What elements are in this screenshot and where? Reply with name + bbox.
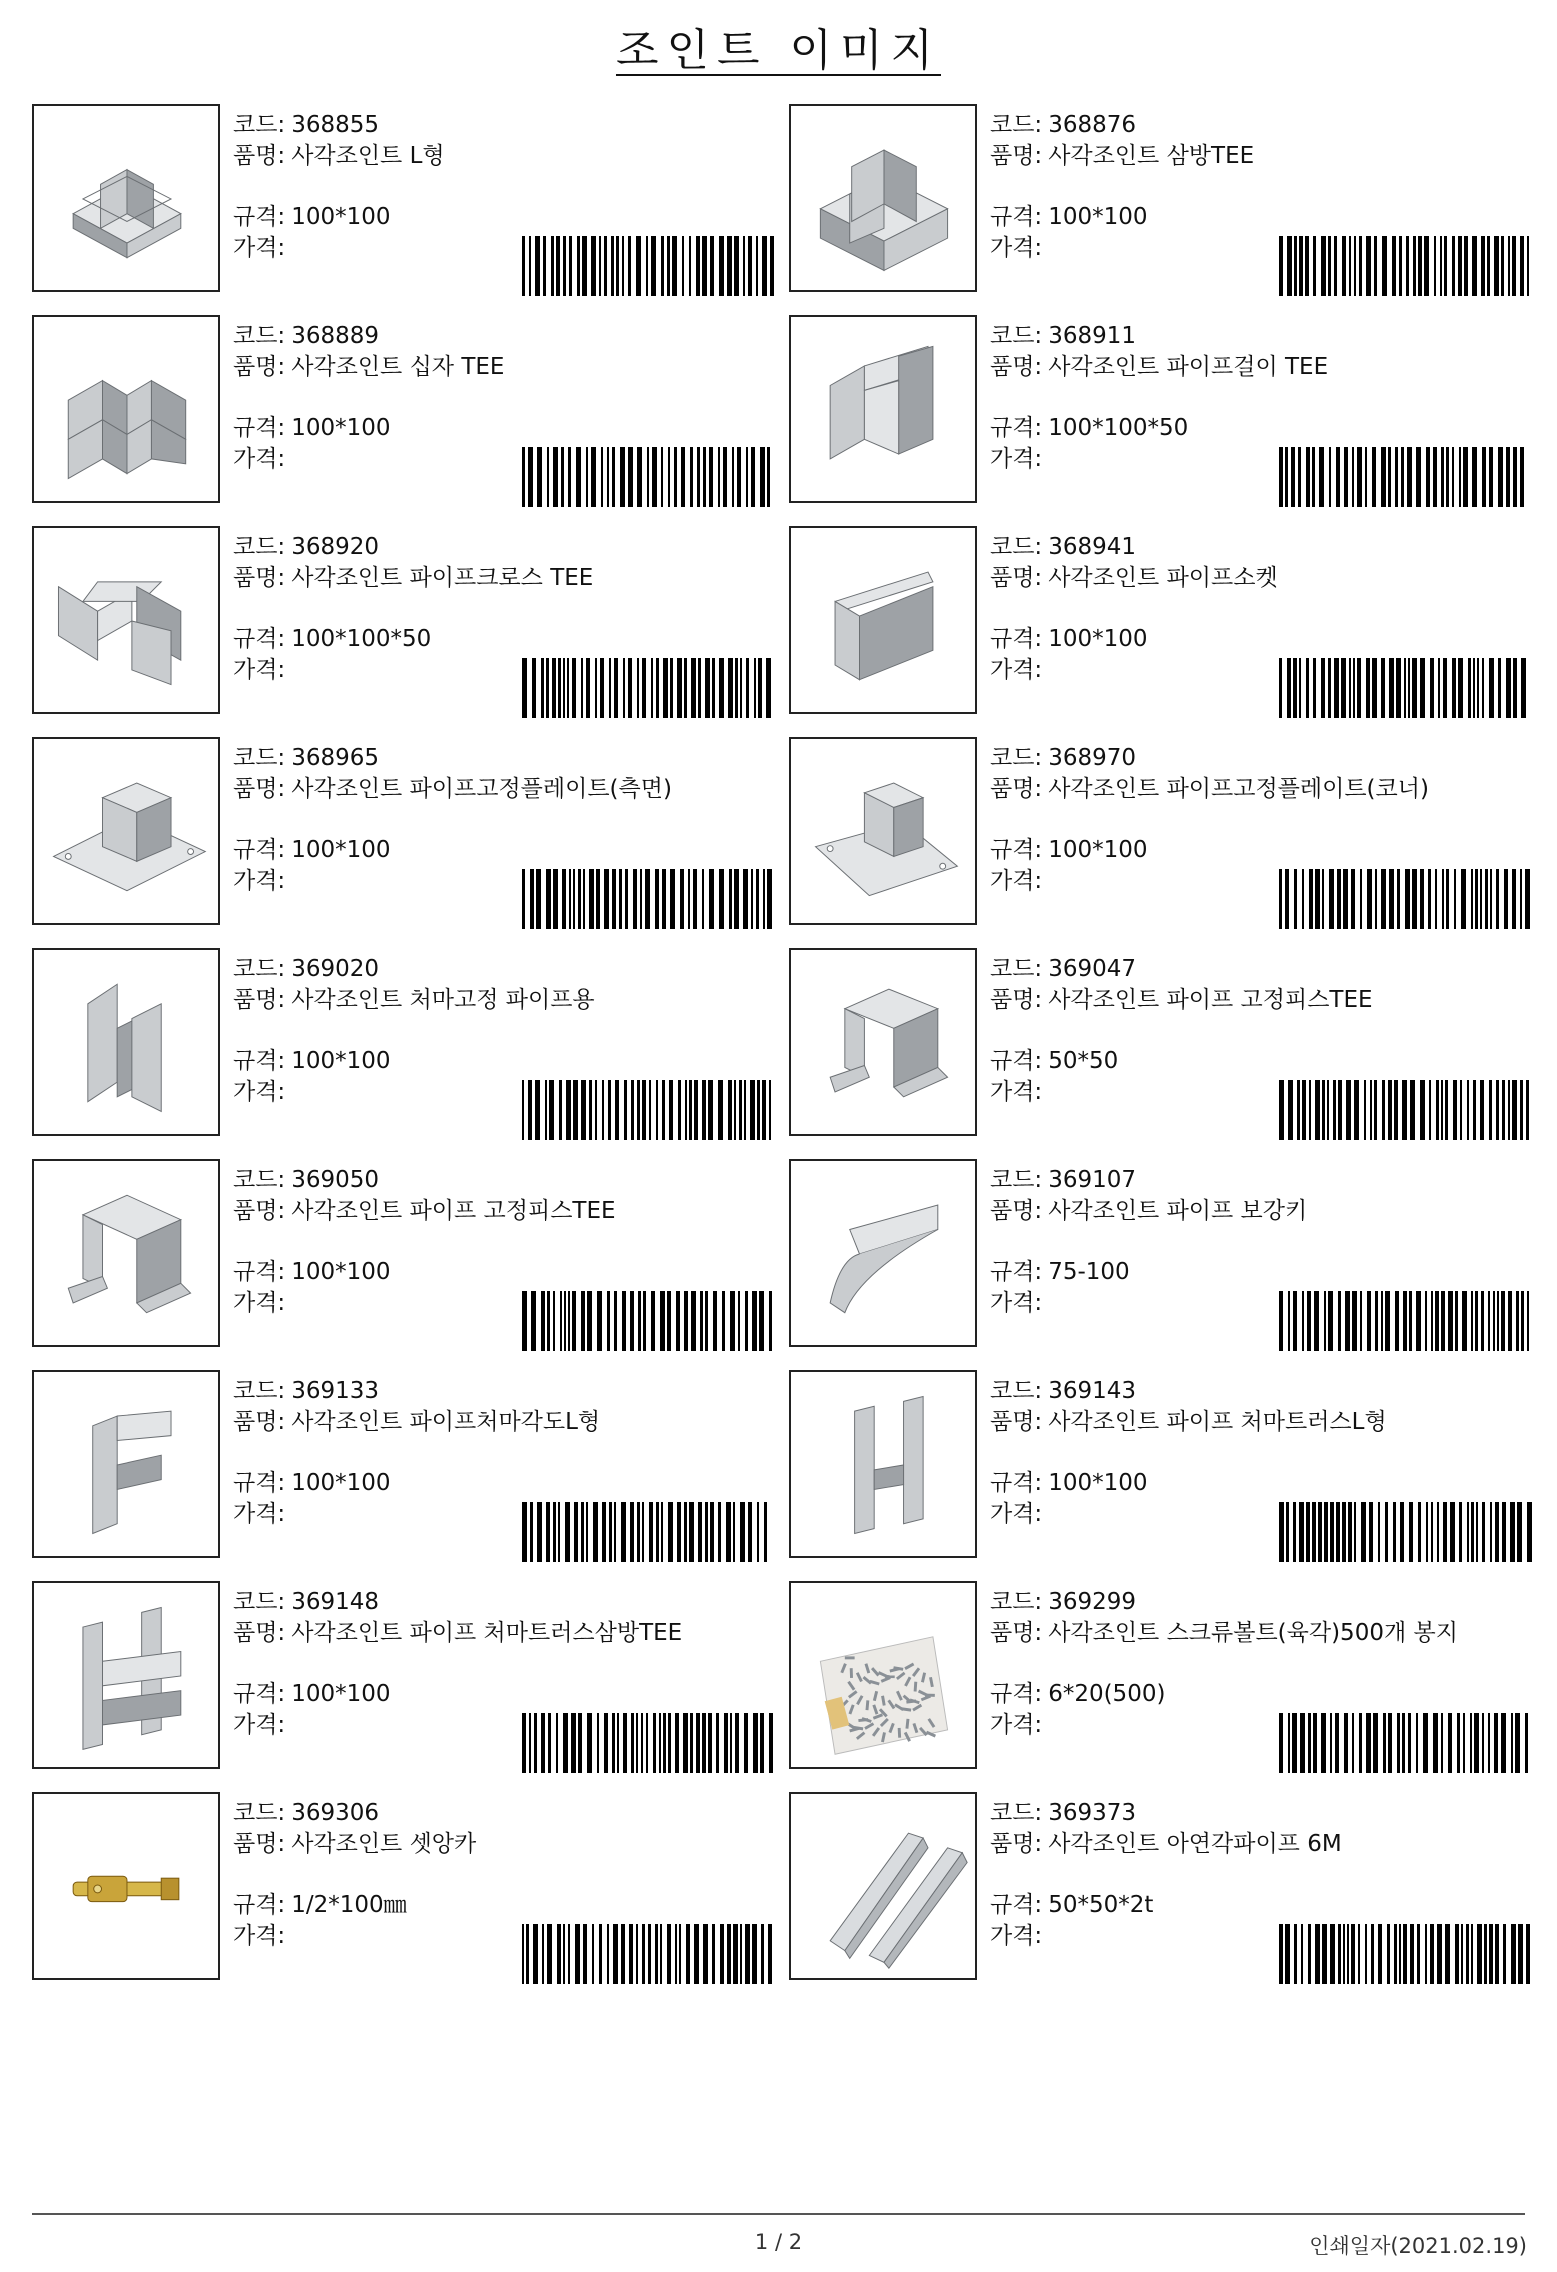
item-spec: 100*100 [291,837,391,863]
name-label: 품명: [990,1831,1043,1857]
item-spec: 100*100 [1048,626,1148,652]
barcode [522,1713,777,1773]
barcode [522,658,777,718]
barcode [522,447,777,507]
name-label: 품명: [990,1620,1043,1646]
pipe-hanger-icon [791,317,975,501]
item-spec: 75-100 [1048,1259,1130,1285]
barcode [1279,1502,1534,1562]
barcode [522,869,777,929]
name-label: 품명: [990,1409,1043,1435]
eave-fixing-icon [34,950,218,1134]
fixing-piece-icon [34,1161,218,1345]
item-code: 369148 [291,1589,379,1615]
square-pipe-icon [791,1794,975,1978]
name-label: 품명: [990,565,1043,591]
name-label: 품명: [233,1620,286,1646]
page-number: 1 / 2 [754,2230,803,2254]
product-image [32,315,220,503]
product-image [789,948,977,1136]
item-name: 사각조인트 파이프 고정피스TEE [291,1198,616,1224]
spec-label: 규격: [233,1048,286,1074]
item-card [789,315,1539,507]
barcode [1279,1080,1534,1140]
price-label: 가격: [990,1712,1043,1738]
item-code: 369133 [291,1378,379,1404]
barcode [522,1502,777,1562]
product-image [32,1159,220,1347]
item-card [32,737,782,929]
code-label: 코드: [233,1589,286,1615]
item-name: 사각조인트 L형 [291,143,445,169]
name-label: 품명: [233,143,286,169]
item-code: 369306 [291,1800,379,1826]
item-name: 사각조인트 파이프 고정피스TEE [1048,987,1373,1013]
spec-label: 규격: [233,626,286,652]
spec-label: 규격: [990,1681,1043,1707]
item-card [789,1159,1539,1351]
code-label: 코드: [990,323,1043,349]
item-name: 사각조인트 파이프 보강키 [1048,1198,1308,1224]
name-label: 품명: [233,354,286,380]
item-card [789,948,1539,1140]
item-code: 368941 [1048,534,1136,560]
fixing-plate-corner-icon [791,739,975,923]
barcode [1279,658,1534,718]
reinforcement-key-icon [791,1161,975,1345]
item-code: 369050 [291,1167,379,1193]
eave-truss-tee-icon [34,1583,218,1767]
spec-label: 규격: [233,1681,286,1707]
barcode [522,1080,777,1140]
code-label: 코드: [233,956,286,982]
price-label: 가격: [233,1079,286,1105]
item-spec: 100*100 [291,1048,391,1074]
item-spec: 6*20(500) [1048,1681,1166,1707]
item-name: 사각조인트 파이프고정플레이트(코너) [1048,776,1429,802]
name-label: 품명: [233,1198,286,1224]
item-card [789,737,1539,929]
item-name: 사각조인트 파이프 처마트러스L형 [1048,1409,1387,1435]
item-name: 사각조인트 파이프 처마트러스삼방TEE [291,1620,683,1646]
product-image [32,1370,220,1558]
product-image [789,315,977,503]
item-card [32,526,782,718]
spec-label: 규격: [233,1259,286,1285]
item-name: 사각조인트 파이프처마각도L형 [291,1409,601,1435]
item-code: 368970 [1048,745,1136,771]
item-spec: 1/2*100㎜ [291,1892,407,1918]
name-label: 품명: [990,143,1043,169]
price-label: 가격: [233,1290,286,1316]
item-spec: 100*100*50 [1048,415,1189,441]
item-name: 사각조인트 파이프걸이 TEE [1048,354,1329,380]
item-name: 사각조인트 파이프고정플레이트(측면) [291,776,672,802]
code-label: 코드: [990,534,1043,560]
item-spec: 100*100 [1048,1470,1148,1496]
barcode [522,1924,777,1984]
item-card [789,1370,1539,1562]
product-image [789,1581,977,1769]
code-label: 코드: [990,1167,1043,1193]
item-code: 369107 [1048,1167,1136,1193]
item-spec: 100*100 [1048,837,1148,863]
spec-label: 규격: [990,1470,1043,1496]
item-card [789,1581,1539,1773]
spec-label: 규격: [990,204,1043,230]
item-name: 사각조인트 십자 TEE [291,354,505,380]
spec-label: 규격: [990,1259,1043,1285]
barcode [522,236,777,296]
spec-label: 규격: [990,626,1043,652]
item-name: 사각조인트 아연각파이프 6M [1048,1831,1342,1857]
item-spec: 100*100*50 [291,626,432,652]
pipe-socket-icon [791,528,975,712]
item-name: 사각조인트 파이프소켓 [1048,565,1278,591]
code-label: 코드: [233,323,286,349]
product-image [789,737,977,925]
item-name: 사각조인트 스크류볼트(육각)500개 봉지 [1048,1620,1458,1646]
barcode [1279,1713,1534,1773]
name-label: 품명: [990,354,1043,380]
eave-truss-l-icon [791,1372,975,1556]
eave-angle-l-icon [34,1372,218,1556]
item-code: 368911 [1048,323,1136,349]
code-label: 코드: [233,745,286,771]
name-label: 품명: [233,565,286,591]
screw-bolt-bag-icon [791,1583,975,1767]
square-joint-l-icon [34,106,218,290]
code-label: 코드: [990,1800,1043,1826]
footer-divider [32,2213,1525,2215]
code-label: 코드: [990,745,1043,771]
item-card [32,1159,782,1351]
price-label: 가격: [233,1712,286,1738]
price-label: 가격: [233,1923,286,1949]
barcode [1279,447,1534,507]
page-title: 조인트 이미지 [615,25,941,76]
name-label: 품명: [990,987,1043,1013]
product-image [789,1370,977,1558]
price-label: 가격: [990,446,1043,472]
code-label: 코드: [990,112,1043,138]
name-label: 품명: [233,1409,286,1435]
item-spec: 100*100 [1048,204,1148,230]
product-image [32,737,220,925]
item-spec: 100*100 [291,1470,391,1496]
pipe-cross-icon [34,528,218,712]
item-card [32,948,782,1140]
price-label: 가격: [990,657,1043,683]
code-label: 코드: [990,1378,1043,1404]
item-code: 368920 [291,534,379,560]
name-label: 품명: [233,776,286,802]
code-label: 코드: [233,534,286,560]
item-code: 369143 [1048,1378,1136,1404]
price-label: 가격: [990,1290,1043,1316]
name-label: 품명: [233,987,286,1013]
spec-label: 규격: [233,1470,286,1496]
price-label: 가격: [233,235,286,261]
item-spec: 100*100 [291,1681,391,1707]
product-image [789,526,977,714]
item-card [32,104,782,296]
price-label: 가격: [990,1923,1043,1949]
price-label: 가격: [990,235,1043,261]
item-card [789,1792,1539,1984]
code-label: 코드: [233,1167,286,1193]
product-image [32,948,220,1136]
item-code: 368965 [291,745,379,771]
item-code: 368855 [291,112,379,138]
item-spec: 50*50 [1048,1048,1119,1074]
item-name: 사각조인트 삼방TEE [1048,143,1255,169]
item-code: 368889 [291,323,379,349]
spec-label: 규격: [233,1892,286,1918]
price-label: 가격: [990,868,1043,894]
spec-label: 규격: [990,837,1043,863]
product-image [789,104,977,292]
name-label: 품명: [233,1831,286,1857]
item-card [32,315,782,507]
price-label: 가격: [233,868,286,894]
code-label: 코드: [233,1800,286,1826]
fixing-plate-side-icon [34,739,218,923]
spec-label: 규격: [990,1892,1043,1918]
product-image [32,1792,220,1980]
code-label: 코드: [233,112,286,138]
price-label: 가격: [990,1079,1043,1105]
item-code: 369299 [1048,1589,1136,1615]
item-code: 369373 [1048,1800,1136,1826]
item-code: 369020 [291,956,379,982]
code-label: 코드: [990,956,1043,982]
code-label: 코드: [990,1589,1043,1615]
square-joint-cross-icon [34,317,218,501]
item-card [789,526,1539,718]
price-label: 가격: [233,1501,286,1527]
item-card [32,1792,782,1984]
name-label: 품명: [990,776,1043,802]
product-image [32,1581,220,1769]
item-name: 사각조인트 처마고정 파이프용 [291,987,595,1013]
barcode [1279,869,1534,929]
product-image [789,1792,977,1980]
item-name: 사각조인트 파이프크로스 TEE [291,565,594,591]
spec-label: 규격: [233,204,286,230]
spec-label: 규격: [233,415,286,441]
item-spec: 50*50*2t [1048,1892,1154,1918]
item-card [789,104,1539,296]
item-spec: 100*100 [291,204,391,230]
set-anchor-icon [34,1794,218,1978]
print-date: 인쇄일자(2021.02.19) [1309,2234,1527,2258]
item-card [32,1370,782,1562]
price-label: 가격: [233,657,286,683]
name-label: 품명: [990,1198,1043,1224]
item-code: 369047 [1048,956,1136,982]
square-joint-three-way-icon [791,106,975,290]
barcode [522,1291,777,1351]
spec-label: 규격: [233,837,286,863]
barcode [1279,1291,1534,1351]
spec-label: 규격: [990,1048,1043,1074]
code-label: 코드: [233,1378,286,1404]
price-label: 가격: [990,1501,1043,1527]
price-label: 가격: [233,446,286,472]
product-image [32,526,220,714]
barcode [1279,236,1534,296]
product-image [789,1159,977,1347]
item-card [32,1581,782,1773]
item-spec: 100*100 [291,1259,391,1285]
barcode [1279,1924,1534,1984]
item-spec: 100*100 [291,415,391,441]
item-code: 368876 [1048,112,1136,138]
fixing-piece-small-icon [791,950,975,1134]
item-name: 사각조인트 셋앙카 [291,1831,477,1857]
spec-label: 규격: [990,415,1043,441]
product-image [32,104,220,292]
